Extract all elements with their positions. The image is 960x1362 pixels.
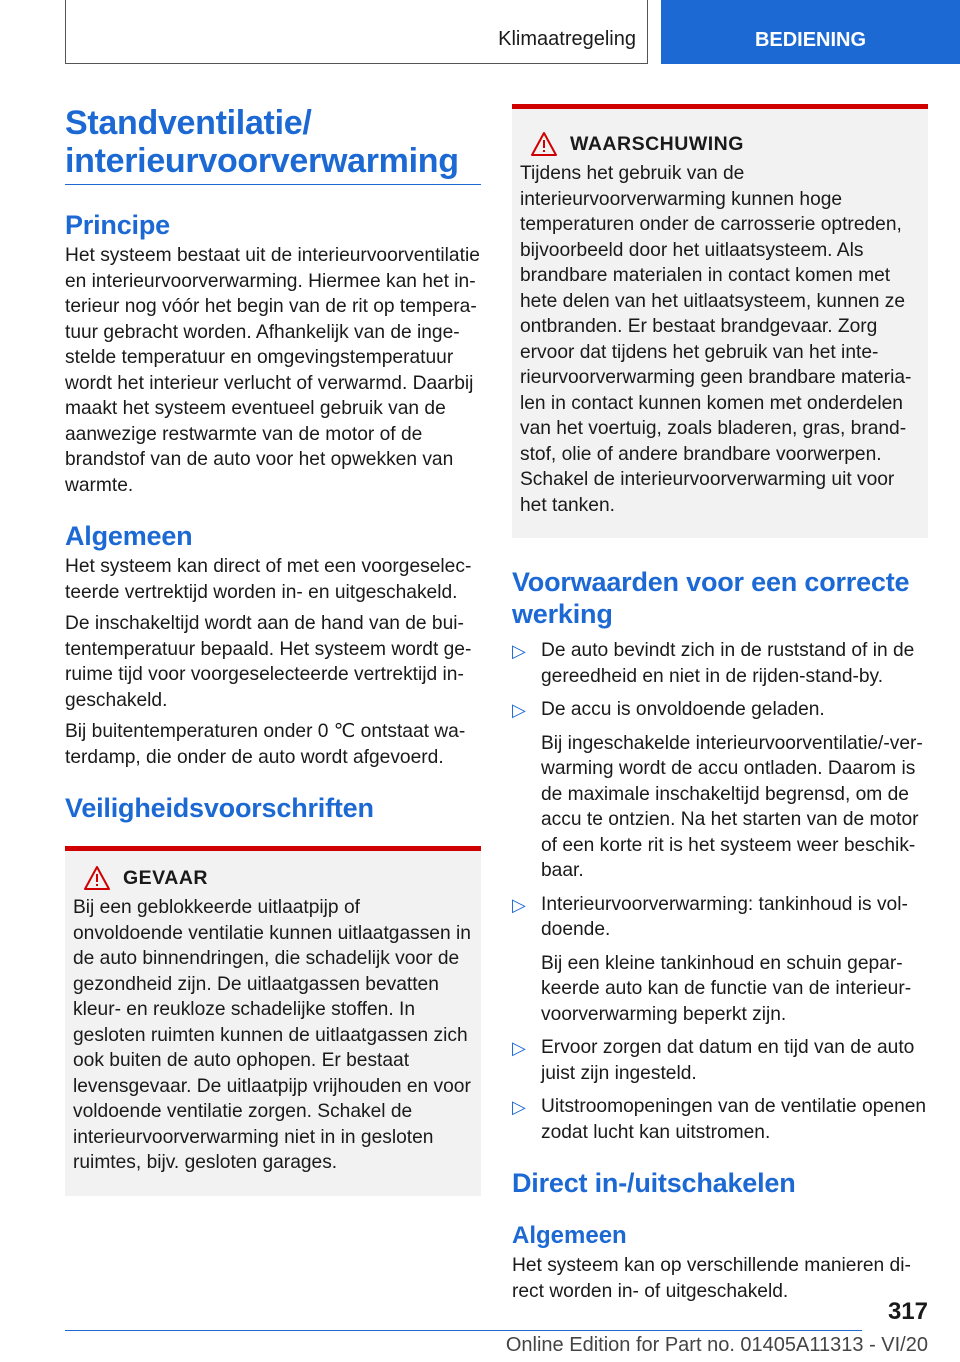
algemeen-text: Het systeem kan op verschillende manieren direct worden in- of uitgeschakeld. bbox=[512, 1255, 911, 1302]
danger-title: GEVAAR bbox=[123, 866, 208, 889]
warning-box bbox=[512, 104, 928, 538]
list-item-text: De accu is onvoldoende geladen. bbox=[541, 699, 825, 720]
bullet-triangle-icon: ▷ bbox=[512, 700, 526, 720]
warning-triangle-icon bbox=[530, 131, 558, 157]
heading-algemeen: Algemeen bbox=[65, 521, 193, 551]
algemeen-paragraph-2: De inschakeltijd wordt aan de hand van de buitentemperatuur bepaald. Het systeem wordt geruime tijd voor voorgeselecteerde vertrektijd ingeschakeld. bbox=[65, 613, 472, 711]
section-title: Klimaatregeling bbox=[498, 28, 636, 50]
bullet-triangle-icon: ▷ bbox=[512, 1097, 526, 1117]
warning-title: WAARSCHUWING bbox=[570, 132, 744, 155]
right-column bbox=[512, 104, 928, 1304]
left-column bbox=[65, 104, 481, 1196]
danger-header bbox=[73, 863, 473, 893]
list-item bbox=[512, 892, 928, 1028]
list-item-text: Interieurvoorverwarming: tankinhoud is voldoende. bbox=[541, 893, 908, 940]
list-item-note: Bij ingeschakelde interieurvoorventilatie/-verwarming wordt de accu ontladen. Daarom is de maximale inschakeltijd begrensd, om de accu te ontzien. Na het starten van de motor of een korte rit is het systeem weer beschikbaar. bbox=[541, 732, 923, 881]
warning-header bbox=[520, 129, 920, 159]
bullet-triangle-icon: ▷ bbox=[512, 641, 526, 661]
page-title: Standventilatie/ interieurvoorverwarming bbox=[65, 104, 481, 185]
bullet-triangle-icon: ▷ bbox=[512, 1038, 526, 1058]
heading-principe: Principe bbox=[65, 210, 170, 240]
heading-direct-schakelen: Direct in-/uitschakelen bbox=[512, 1168, 796, 1198]
heading-voorwaarden: Voorwaarden voor een correcte werking bbox=[512, 567, 910, 629]
subheading-algemeen: Algemeen bbox=[512, 1222, 627, 1249]
chapter-tab: BEDIENING bbox=[661, 0, 960, 64]
list-item bbox=[512, 638, 928, 689]
footer-divider bbox=[65, 1330, 862, 1331]
principe-text: Het systeem bestaat uit de interieurvoorventilatie en interieurvoorverwarming. Hiermee kan het interieur nog vóór het begin van de rit op temperatuur gebracht worden. Afhankelijk van de ingestelde temperatuur en omgevingstemperatuur wordt het interieur verlucht of verwarmd. Daarbij maakt het systeem eventueel gebruik van de aanwezige restwarmte van de motor of de brandstof van de auto voor het opwekken van warmte. bbox=[65, 245, 480, 496]
list-item-note: Bij een kleine tankinhoud en schuin geparkeerde auto kan de functie van de interieurvoorverwarming beperkt zijn. bbox=[541, 952, 912, 1025]
danger-text: Bij een geblokkeerde uitlaatpijp of onvoldoende ventilatie kunnen uitlaatgassen in de auto binnendringen, die schadelijk voor de gezondheid zijn. De uitlaatgassen bevatten kleur- en reukloze schadelijke stoffen. In gesloten ruimten kunnen de uitlaatgassen zich ook buiten de auto ophopen. Er bestaat levensgevaar. De uitlaatpijp vrijhouden en voor voldoende ventilatie zorgen. Schakel de interieurvoorverwarming niet in in gesloten ruimtes, bijv. gesloten garages. bbox=[73, 897, 471, 1173]
warning-text: Tijdens het gebruik van de interieurvoorverwarming kunnen hoge temperaturen onder de carrosserie optreden, bijvoorbeeld door het uitlaatsysteem. Als brandbare materialen in contact komen met hete delen van het uitlaatsysteem, kunnen ze ontbranden. Er bestaat brandgevaar. Zorg ervoor dat tijdens het gebruik van het interieurvoorverwarming geen brandbare materialen in contact kunnen komen met onderdelen van het voertuig, zoals bladeren, gras, brandstof, olie of andere brandbare voorwerpen. Schakel de interieurvoorverwarming uit voor het tanken. bbox=[520, 163, 912, 516]
conditions-list bbox=[512, 638, 928, 1145]
page-number: 317 bbox=[887, 1298, 928, 1325]
algemeen-paragraph-3: Bij buitentemperaturen onder 0 ℃ ontstaat waterdamp, die onder de auto wordt afgevoerd. bbox=[65, 721, 466, 768]
list-item-text: De auto bevindt zich in de ruststand of in de gereedheid en niet in de rijden-stand-by. bbox=[541, 640, 915, 687]
heading-veiligheidsvoorschriften: Veiligheidsvoorschriften bbox=[65, 793, 374, 823]
list-item bbox=[512, 697, 928, 884]
warning-triangle-icon bbox=[83, 865, 111, 891]
algemeen-paragraph-1: Het systeem kan direct of met een voorgeselecteerde vertrektijd worden in- en uitgeschakeld. bbox=[65, 556, 472, 603]
list-item bbox=[512, 1094, 928, 1145]
list-item-text: Ervoor zorgen dat datum en tijd van de auto juist zijn ingesteld. bbox=[541, 1037, 915, 1084]
danger-box bbox=[65, 846, 481, 1196]
list-item-text: Uitstroomopeningen van de ventilatie openen zodat lucht kan uitstromen. bbox=[541, 1096, 927, 1143]
edition-footer: Online Edition for Part no. 01405A11313 - VI/20 bbox=[505, 1334, 928, 1356]
list-item bbox=[512, 1035, 928, 1086]
bullet-triangle-icon: ▷ bbox=[512, 894, 526, 915]
